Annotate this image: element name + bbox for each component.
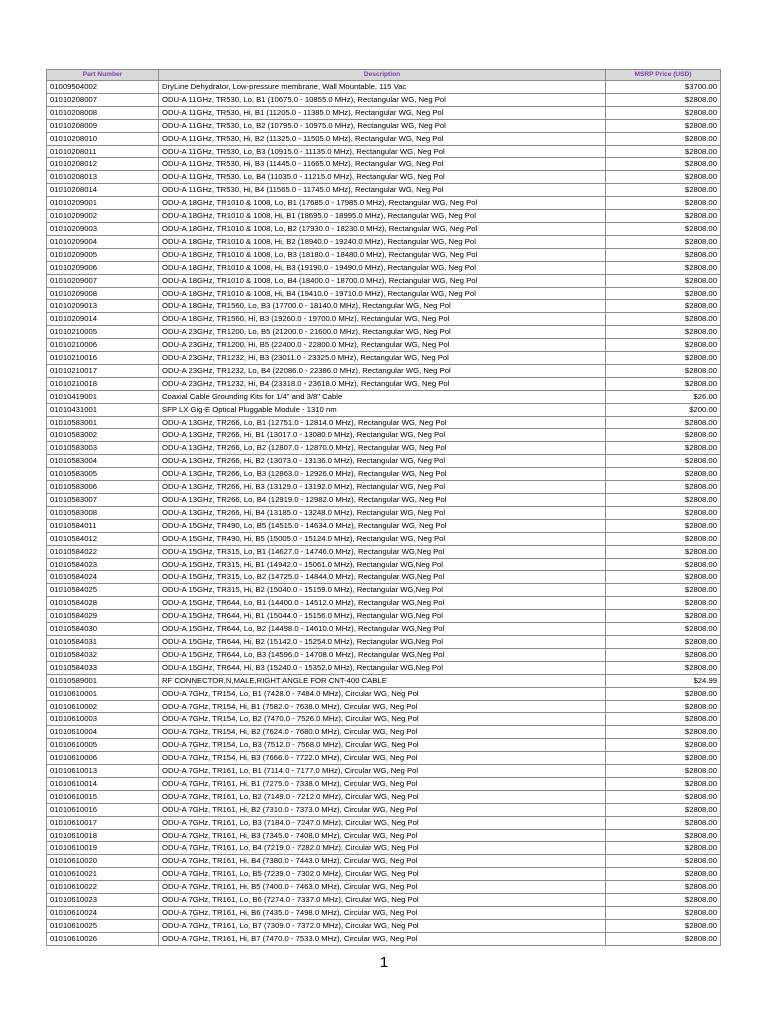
table-row xyxy=(47,287,721,300)
part-number-cell: 01010210006 xyxy=(47,339,159,352)
description-cell: ODU-A 18GHz, TR1010 & 1008, Hi, B3 (19190.0 - 19490.0 MHz), Rectangular WG, Neg Pol xyxy=(159,261,606,274)
table-body xyxy=(47,81,721,946)
part-number-cell: 01010419001 xyxy=(47,390,159,403)
page-number: 1 xyxy=(379,954,389,971)
part-number-cell: 01010583006 xyxy=(47,481,159,494)
description-cell: ODU-A 23GHz, TR1200, Lo, B5 (21200.0 - 21600.0 MHz), Rectangular WG, Neg Pol xyxy=(159,326,606,339)
price-cell: $2808.00 xyxy=(606,907,721,920)
description-cell: ODU-A 18GHz, TR1010 & 1008, Lo, B2 (17930.0 - 18230.0 MHz), Rectangular WG, Neg Pol xyxy=(159,222,606,235)
part-number-cell: 01010210018 xyxy=(47,377,159,390)
part-number-cell: 01010583004 xyxy=(47,455,159,468)
description-cell: ODU-A 23GHz, TR1200, Hi, B5 (22400.0 - 22800.0 MHz), Rectangular WG, Neg Pol xyxy=(159,339,606,352)
part-number-cell: 01010209013 xyxy=(47,300,159,313)
part-number-cell: 01010610015 xyxy=(47,790,159,803)
table-row xyxy=(47,210,721,223)
description-cell: ODU-A 23GHz, TR1232, Lo, B4 (22086.0 - 22386.0 MHz), Rectangular WG, Neg Pol xyxy=(159,364,606,377)
description-cell: ODU-A 11GHz, TR530, Lo, B2 (10795.0 - 10975.0 MHz), Rectangular WG, Neg Pol xyxy=(159,119,606,132)
price-cell: $2808.00 xyxy=(606,184,721,197)
price-cell: $2808.00 xyxy=(606,455,721,468)
description-cell: ODU-A 15GHz, TR490, Lo, B5 (14515.0 - 14634.0 MHz), Rectangular WG, Neg Pol xyxy=(159,519,606,532)
table-row xyxy=(47,765,721,778)
price-cell: $2808.00 xyxy=(606,481,721,494)
description-cell: ODU-A 7GHz, TR154, Hi, B1 (7582.0 - 7638.0 MHz), Circular WG, Neg Pol xyxy=(159,700,606,713)
part-number-cell: 01010584033 xyxy=(47,661,159,674)
price-cell: $2808.00 xyxy=(606,661,721,674)
price-cell: $2808.00 xyxy=(606,790,721,803)
table-row xyxy=(47,235,721,248)
table-row xyxy=(47,261,721,274)
table-row xyxy=(47,532,721,545)
table-row xyxy=(47,597,721,610)
part-number-cell: 01010583008 xyxy=(47,506,159,519)
part-number-cell: 01010610021 xyxy=(47,868,159,881)
price-cell: $2808.00 xyxy=(606,377,721,390)
description-cell: ODU-A 7GHz, TR161, Lo, B6 (7274.0 - 7337.0 MHz), Circular WG, Neg Pol xyxy=(159,894,606,907)
price-cell: $2808.00 xyxy=(606,339,721,352)
part-number-cell: 01010208011 xyxy=(47,145,159,158)
description-cell: ODU-A 15GHz, TR315, Hi, B2 (15040.0 - 15159.0 MHz), Rectangular WG,Neg Pol xyxy=(159,584,606,597)
description-cell: ODU-A 18GHz, TR1010 & 1008, Lo, B1 (17685.0 - 17985.0 MHz), Rectangular WG, Neg Pol xyxy=(159,197,606,210)
part-number-cell: 01010610026 xyxy=(47,932,159,945)
part-number-cell: 01010610024 xyxy=(47,907,159,920)
part-number-cell: 01010209006 xyxy=(47,261,159,274)
description-cell: ODU-A 7GHz, TR161, Lo, B3 (7184.0 - 7247.0 MHz), Circular WG, Neg Pol xyxy=(159,816,606,829)
header-part-number: Part Number xyxy=(47,70,159,81)
description-cell: ODU-A 15GHz, TR315, Lo, B2 (14725.0 - 14844.0 MHz), Rectangular WG,Neg Pol xyxy=(159,571,606,584)
price-cell: $2808.00 xyxy=(606,635,721,648)
price-cell: $24.99 xyxy=(606,674,721,687)
table-row xyxy=(47,506,721,519)
description-cell: ODU-A 7GHz, TR154, Hi, B3 (7666.0 - 7722.0 MHz), Circular WG, Neg Pol xyxy=(159,752,606,765)
price-cell: $2808.00 xyxy=(606,777,721,790)
price-cell: $2808.00 xyxy=(606,765,721,778)
part-number-cell: 01010208014 xyxy=(47,184,159,197)
part-number-cell: 01010584024 xyxy=(47,571,159,584)
price-cell: $2808.00 xyxy=(606,197,721,210)
part-number-cell: 01010610004 xyxy=(47,726,159,739)
price-cell: $2808.00 xyxy=(606,842,721,855)
table-row xyxy=(47,455,721,468)
table-row xyxy=(47,777,721,790)
price-cell: $2808.00 xyxy=(606,700,721,713)
table-row xyxy=(47,352,721,365)
part-number-cell: 01010584031 xyxy=(47,635,159,648)
header-msrp-price: MSRP Price (USD) xyxy=(606,70,721,81)
table-row xyxy=(47,726,721,739)
part-number-cell: 01010208010 xyxy=(47,132,159,145)
part-number-cell: 01010610018 xyxy=(47,829,159,842)
table-row xyxy=(47,339,721,352)
table-row xyxy=(47,700,721,713)
price-cell: $2808.00 xyxy=(606,468,721,481)
part-number-cell: 01010209001 xyxy=(47,197,159,210)
description-cell: ODU-A 18GHz, TR1560, Lo, B3 (17700.0 - 18140.0 MHz), Rectangular WG, Neg Pol xyxy=(159,300,606,313)
table-row xyxy=(47,119,721,132)
part-number-cell: 01010210005 xyxy=(47,326,159,339)
part-number-cell: 01010210016 xyxy=(47,352,159,365)
table-row xyxy=(47,364,721,377)
part-number-cell: 01010208013 xyxy=(47,171,159,184)
price-cell: $2808.00 xyxy=(606,816,721,829)
table-row xyxy=(47,687,721,700)
price-cell: $2808.00 xyxy=(606,739,721,752)
table-row xyxy=(47,558,721,571)
part-number-cell: 01010584028 xyxy=(47,597,159,610)
description-cell: ODU-A 11GHz, TR530, Lo, B1 (10675.0 - 10855.0 MHz), Rectangular WG, Neg Pol xyxy=(159,93,606,106)
table-row xyxy=(47,468,721,481)
part-number-cell: 01010610002 xyxy=(47,700,159,713)
price-cell: $2808.00 xyxy=(606,648,721,661)
price-cell: $2808.00 xyxy=(606,584,721,597)
part-number-cell: 01009504002 xyxy=(47,81,159,94)
description-cell: ODU-A 7GHz, TR161, Hi, B1 (7275.0 - 7338.0 MHz), Circular WG, Neg Pol xyxy=(159,777,606,790)
part-number-cell: 01010584030 xyxy=(47,623,159,636)
table-row xyxy=(47,93,721,106)
price-cell: $2808.00 xyxy=(606,519,721,532)
price-cell: $2808.00 xyxy=(606,726,721,739)
table-row xyxy=(47,403,721,416)
part-number-cell: 01010584032 xyxy=(47,648,159,661)
description-cell: ODU-A 13GHz, TR266, Lo, B4 (12919.0 - 12982.0 MHz), Rectangular WG, Neg Pol xyxy=(159,494,606,507)
part-number-cell: 01010610013 xyxy=(47,765,159,778)
description-cell: ODU-A 15GHz, TR644, Lo, B1 (14400.0 - 14512.0 MHz), Rectangular WG,Neg Pol xyxy=(159,597,606,610)
description-cell: ODU-A 15GHz, TR644, Hi, B3 (15240.0 - 15352.0 MHz), Rectangular WG,Neg Pol xyxy=(159,661,606,674)
part-number-cell: 01010610020 xyxy=(47,855,159,868)
part-number-cell: 01010209005 xyxy=(47,248,159,261)
description-cell: ODU-A 7GHz, TR161, Lo, B1 (7114.0 - 7177.0 MHz), Circular WG, Neg Pol xyxy=(159,765,606,778)
table-row xyxy=(47,674,721,687)
price-cell: $2808.00 xyxy=(606,868,721,881)
table-row xyxy=(47,545,721,558)
table-row xyxy=(47,829,721,842)
table-row xyxy=(47,739,721,752)
description-cell: ODU-A 7GHz, TR161, Lo, B5 (7239.0 - 7302.0 MHz), Circular WG, Neg Pol xyxy=(159,868,606,881)
description-cell: ODU-A 7GHz, TR161, Hi, B4 (7380.0 - 7443.0 MHz), Circular WG, Neg Pol xyxy=(159,855,606,868)
description-cell: ODU-A 11GHz, TR530, Hi, B1 (11205.0 - 11385.0 MHz), Rectangular WG, Neg Pol xyxy=(159,106,606,119)
part-number-cell: 01010583001 xyxy=(47,416,159,429)
price-cell: $2808.00 xyxy=(606,442,721,455)
price-cell: $200.00 xyxy=(606,403,721,416)
table-row xyxy=(47,584,721,597)
description-cell: Coaxial Cable Grounding Kits for 1/4" and 3/8" Cable xyxy=(159,390,606,403)
description-cell: ODU-A 15GHz, TR315, Lo, B1 (14627.0 - 14746.0 MHz), Rectangular WG,Neg Pol xyxy=(159,545,606,558)
price-cell: $2808.00 xyxy=(606,429,721,442)
price-cell: $2808.00 xyxy=(606,894,721,907)
table-row xyxy=(47,894,721,907)
part-number-cell: 01010584012 xyxy=(47,532,159,545)
price-cell: $2808.00 xyxy=(606,532,721,545)
part-number-cell: 01010208007 xyxy=(47,93,159,106)
table-row xyxy=(47,661,721,674)
part-number-cell: 01010209003 xyxy=(47,222,159,235)
description-cell: ODU-A 13GHz, TR266, Hi, B3 (13129.0 - 13192.0 MHz), Rectangular WG, Neg Pol xyxy=(159,481,606,494)
description-cell: ODU-A 7GHz, TR161, Lo, B2 (7149.0 - 7212.0 MHz), Circular WG, Neg Pol xyxy=(159,790,606,803)
table-row xyxy=(47,313,721,326)
price-cell: $2808.00 xyxy=(606,829,721,842)
price-cell: $2808.00 xyxy=(606,210,721,223)
description-cell: ODU-A 7GHz, TR161, Hi, B6 (7435.0 - 7498.0 MHz), Circular WG, Neg Pol xyxy=(159,907,606,920)
description-cell: ODU-A 18GHz, TR1010 & 1008, Lo, B4 (18400.0 - 18700.0 MHz), Rectangular WG, Neg Pol xyxy=(159,274,606,287)
description-cell: ODU-A 13GHz, TR266, Lo, B1 (12751.0 - 12814.0 MHz), Rectangular WG, Neg Pol xyxy=(159,416,606,429)
description-cell: ODU-A 15GHz, TR315, Hi, B1 (14942.0 - 15061.0 MHz), Rectangular WG,Neg Pol xyxy=(159,558,606,571)
price-cell: $2808.00 xyxy=(606,752,721,765)
price-cell: $2808.00 xyxy=(606,119,721,132)
part-number-cell: 01010583007 xyxy=(47,494,159,507)
price-cell: $2808.00 xyxy=(606,687,721,700)
table-row xyxy=(47,713,721,726)
table-row xyxy=(47,132,721,145)
part-number-cell: 01010610014 xyxy=(47,777,159,790)
description-cell: ODU-A 13GHz, TR266, Hi, B4 (13185.0 - 13248.0 MHz), Rectangular WG, Neg Pol xyxy=(159,506,606,519)
part-number-cell: 01010208012 xyxy=(47,158,159,171)
description-cell: ODU-A 13GHz, TR266, Lo, B3 (12863.0 - 12926.0 MHz), Rectangular WG, Neg Pol xyxy=(159,468,606,481)
table-row xyxy=(47,571,721,584)
description-cell: ODU-A 7GHz, TR154, Lo, B3 (7512.0 - 7568.0 MHz), Circular WG, Neg Pol xyxy=(159,739,606,752)
table-row xyxy=(47,274,721,287)
header-description: Description xyxy=(159,70,606,81)
table-row xyxy=(47,158,721,171)
description-cell: ODU-A 18GHz, TR1010 & 1008, Lo, B3 (18180.0 - 18480.0 MHz), Rectangular WG, Neg Pol xyxy=(159,248,606,261)
table-row xyxy=(47,442,721,455)
description-cell: ODU-A 11GHz, TR530, Hi, B3 (11445.0 - 11665.0 MHz), Rectangular WG, Neg Pol xyxy=(159,158,606,171)
price-cell: $2808.00 xyxy=(606,93,721,106)
table-row xyxy=(47,816,721,829)
price-cell: $2808.00 xyxy=(606,932,721,945)
price-cell: $2808.00 xyxy=(606,558,721,571)
price-cell: $2808.00 xyxy=(606,300,721,313)
price-cell: $2808.00 xyxy=(606,106,721,119)
description-cell: ODU-A 23GHz, TR1232, Hi, B4 (23318.0 - 23618.0 MHz), Rectangular WG, Neg Pol xyxy=(159,377,606,390)
table-row xyxy=(47,416,721,429)
table-row xyxy=(47,635,721,648)
description-cell: ODU-A 7GHz, TR161, Hi, B2 (7310.0 - 7373.0 MHz), Circular WG, Neg Pol xyxy=(159,803,606,816)
description-cell: ODU-A 7GHz, TR161, Hi, B3 (7345.0 - 7408.0 MHz), Circular WG, Neg Pol xyxy=(159,829,606,842)
table-row xyxy=(47,803,721,816)
price-cell: $2808.00 xyxy=(606,248,721,261)
description-cell: ODU-A 15GHz, TR490, Hi, B5 (15005.0 - 15124.0 MHz), Rectangular WG, Neg Pol xyxy=(159,532,606,545)
part-number-cell: 01010208008 xyxy=(47,106,159,119)
table-row xyxy=(47,429,721,442)
table-row xyxy=(47,648,721,661)
price-cell: $2808.00 xyxy=(606,158,721,171)
price-cell: $2808.00 xyxy=(606,597,721,610)
part-number-cell: 01010610017 xyxy=(47,816,159,829)
price-cell: $2808.00 xyxy=(606,881,721,894)
description-cell: SFP LX Gig-E Optical Pluggable Module - 1310 nm xyxy=(159,403,606,416)
description-cell: ODU-A 7GHz, TR161, Hi, B7 (7470.0 - 7533.0 MHz), Circular WG, Neg Pol xyxy=(159,932,606,945)
description-cell: ODU-A 7GHz, TR161, Hi, B5 (7400.0 - 7463.0 MHz), Circular WG, Neg Pol xyxy=(159,881,606,894)
description-cell: ODU-A 18GHz, TR1010 & 1008, Hi, B4 (19410.0 - 19710.0 MHz), Rectangular WG, Neg Pol xyxy=(159,287,606,300)
table-header xyxy=(47,70,721,81)
part-number-cell: 01010610005 xyxy=(47,739,159,752)
table-row xyxy=(47,855,721,868)
price-cell: $2808.00 xyxy=(606,222,721,235)
part-number-cell: 01010589001 xyxy=(47,674,159,687)
price-cell: $2808.00 xyxy=(606,235,721,248)
price-cell: $2808.00 xyxy=(606,364,721,377)
part-number-cell: 01010583005 xyxy=(47,468,159,481)
description-cell: ODU-A 11GHz, TR530, Hi, B4 (11565.0 - 11745.0 MHz), Rectangular WG, Neg Pol xyxy=(159,184,606,197)
table-row xyxy=(47,907,721,920)
price-list-table xyxy=(46,69,721,946)
part-number-cell: 01010209014 xyxy=(47,313,159,326)
header-row xyxy=(47,70,721,81)
table-row xyxy=(47,481,721,494)
part-number-cell: 01010208009 xyxy=(47,119,159,132)
price-cell: $2808.00 xyxy=(606,919,721,932)
description-cell: ODU-A 15GHz, TR644, Lo, B3 (14596.0 - 14708.0 MHz), Rectangular WG,Neg Pol xyxy=(159,648,606,661)
table-row xyxy=(47,184,721,197)
price-cell: $2808.00 xyxy=(606,571,721,584)
description-cell: ODU-A 11GHz, TR530, Hi, B2 (11325.0 - 11505.0 MHz), Rectangular WG, Neg Pol xyxy=(159,132,606,145)
part-number-cell: 01010610023 xyxy=(47,894,159,907)
description-cell: ODU-A 18GHz, TR1010 & 1008, Hi, B2 (18940.0 - 19240.0 MHz), Rectangular WG, Neg Pol xyxy=(159,235,606,248)
description-cell: ODU-A 13GHz, TR266, Hi, B1 (13017.0 - 13080.0 MHz), Rectangular WG, Neg Pol xyxy=(159,429,606,442)
description-cell: ODU-A 13GHz, TR266, Hi, B2 (13073.0 - 13136.0 MHz), Rectangular WG, Neg Pol xyxy=(159,455,606,468)
price-cell: $2808.00 xyxy=(606,145,721,158)
price-cell: $26.00 xyxy=(606,390,721,403)
table-row xyxy=(47,519,721,532)
price-cell: $2808.00 xyxy=(606,610,721,623)
table-row xyxy=(47,171,721,184)
price-cell: $2808.00 xyxy=(606,274,721,287)
description-cell: ODU-A 7GHz, TR154, Lo, B1 (7428.0 - 7484.0 MHz), Circular WG, Neg Pol xyxy=(159,687,606,700)
table-row xyxy=(47,932,721,945)
table-row xyxy=(47,610,721,623)
description-cell: ODU-A 7GHz, TR161, Lo, B4 (7219.0 - 7282.0 MHz), Circular WG, Neg Pol xyxy=(159,842,606,855)
table-row xyxy=(47,790,721,803)
description-cell: ODU-A 11GHz, TR530, Lo, B4 (11035.0 - 11215.0 MHz), Rectangular WG, Neg Pol xyxy=(159,171,606,184)
price-cell: $2808.00 xyxy=(606,326,721,339)
description-cell: ODU-A 7GHz, TR154, Hi, B2 (7624.0 - 7680.0 MHz), Circular WG, Neg Pol xyxy=(159,726,606,739)
part-number-cell: 01010209007 xyxy=(47,274,159,287)
part-number-cell: 01010431001 xyxy=(47,403,159,416)
price-cell: $2808.00 xyxy=(606,545,721,558)
price-cell: $2808.00 xyxy=(606,313,721,326)
table-row xyxy=(47,222,721,235)
description-cell: ODU-A 11GHz, TR530, Lo, B3 (10915.0 - 11135.0 MHz), Rectangular WG, Neg Pol xyxy=(159,145,606,158)
table-row xyxy=(47,248,721,261)
description-cell: ODU-A 15GHz, TR644, Lo, B2 (14498.0 - 14610.0 MHz), Rectangular WG,Neg Pol xyxy=(159,623,606,636)
table-row xyxy=(47,390,721,403)
part-number-cell: 01010610006 xyxy=(47,752,159,765)
part-number-cell: 01010583002 xyxy=(47,429,159,442)
description-cell: ODU-A 18GHz, TR1560, Hi, B3 (19260.0 - 19700.0 MHz), Rectangular WG, Neg Pol xyxy=(159,313,606,326)
part-number-cell: 01010209004 xyxy=(47,235,159,248)
part-number-cell: 01010209008 xyxy=(47,287,159,300)
part-number-cell: 01010210017 xyxy=(47,364,159,377)
table-row xyxy=(47,919,721,932)
price-cell: $2808.00 xyxy=(606,171,721,184)
price-cell: $2808.00 xyxy=(606,261,721,274)
part-number-cell: 01010610025 xyxy=(47,919,159,932)
part-number-cell: 01010584022 xyxy=(47,545,159,558)
part-number-cell: 01010610001 xyxy=(47,687,159,700)
part-number-cell: 01010610003 xyxy=(47,713,159,726)
table-row xyxy=(47,377,721,390)
table-row xyxy=(47,623,721,636)
part-number-cell: 01010209002 xyxy=(47,210,159,223)
description-cell: ODU-A 15GHz, TR644, Hi, B2 (15142.0 - 15254.0 MHz), Rectangular WG,Neg Pol xyxy=(159,635,606,648)
price-cell: $2808.00 xyxy=(606,416,721,429)
part-number-cell: 01010583003 xyxy=(47,442,159,455)
description-cell: ODU-A 15GHz, TR644, Hi, B1 (15044.0 - 15156.0 MHz), Rectangular WG,Neg Pol xyxy=(159,610,606,623)
description-cell: ODU-A 18GHz, TR1010 & 1008, Hi, B1 (18695.0 - 18995.0 MHz), Rectangular WG, Neg Pol xyxy=(159,210,606,223)
table-row xyxy=(47,881,721,894)
table-row xyxy=(47,197,721,210)
table-row xyxy=(47,81,721,94)
table-row xyxy=(47,326,721,339)
description-cell: RF CONNECTOR,N,MALE,RIGHT ANGLE FOR CNT-400 CABLE xyxy=(159,674,606,687)
table-row xyxy=(47,868,721,881)
price-cell: $2808.00 xyxy=(606,713,721,726)
part-number-cell: 01010610016 xyxy=(47,803,159,816)
part-number-cell: 01010584029 xyxy=(47,610,159,623)
price-cell: $2808.00 xyxy=(606,287,721,300)
part-number-cell: 01010584023 xyxy=(47,558,159,571)
price-cell: $2808.00 xyxy=(606,506,721,519)
price-cell: $2808.00 xyxy=(606,803,721,816)
price-cell: $2808.00 xyxy=(606,623,721,636)
table-row xyxy=(47,300,721,313)
price-cell: $2808.00 xyxy=(606,855,721,868)
price-cell: $3700.00 xyxy=(606,81,721,94)
part-number-cell: 01010610019 xyxy=(47,842,159,855)
price-cell: $2808.00 xyxy=(606,352,721,365)
description-cell: ODU-A 23GHz, TR1232, Hi, B3 (23011.0 - 23325.0 MHz), Rectangular WG, Neg Pol xyxy=(159,352,606,365)
table-row xyxy=(47,752,721,765)
part-number-cell: 01010610022 xyxy=(47,881,159,894)
table-row xyxy=(47,842,721,855)
description-cell: ODU-A 7GHz, TR161, Lo, B7 (7309.0 - 7372.0 MHz), Circular WG, Neg Pol xyxy=(159,919,606,932)
part-number-cell: 01010584025 xyxy=(47,584,159,597)
table-row xyxy=(47,145,721,158)
table-row xyxy=(47,106,721,119)
description-cell: ODU-A 7GHz, TR154, Lo, B2 (7470.0 - 7526.0 MHz), Circular WG, Neg Pol xyxy=(159,713,606,726)
price-cell: $2808.00 xyxy=(606,132,721,145)
description-cell: ODU-A 13GHz, TR266, Lo, B2 (12807.0 - 12870.0 MHz), Rectangular WG, Neg Pol xyxy=(159,442,606,455)
part-number-cell: 01010584011 xyxy=(47,519,159,532)
table-row xyxy=(47,494,721,507)
price-cell: $2808.00 xyxy=(606,494,721,507)
description-cell: DryLine Dehydrator, Low-pressure membrane, Wall Mountable, 115 Vac xyxy=(159,81,606,94)
